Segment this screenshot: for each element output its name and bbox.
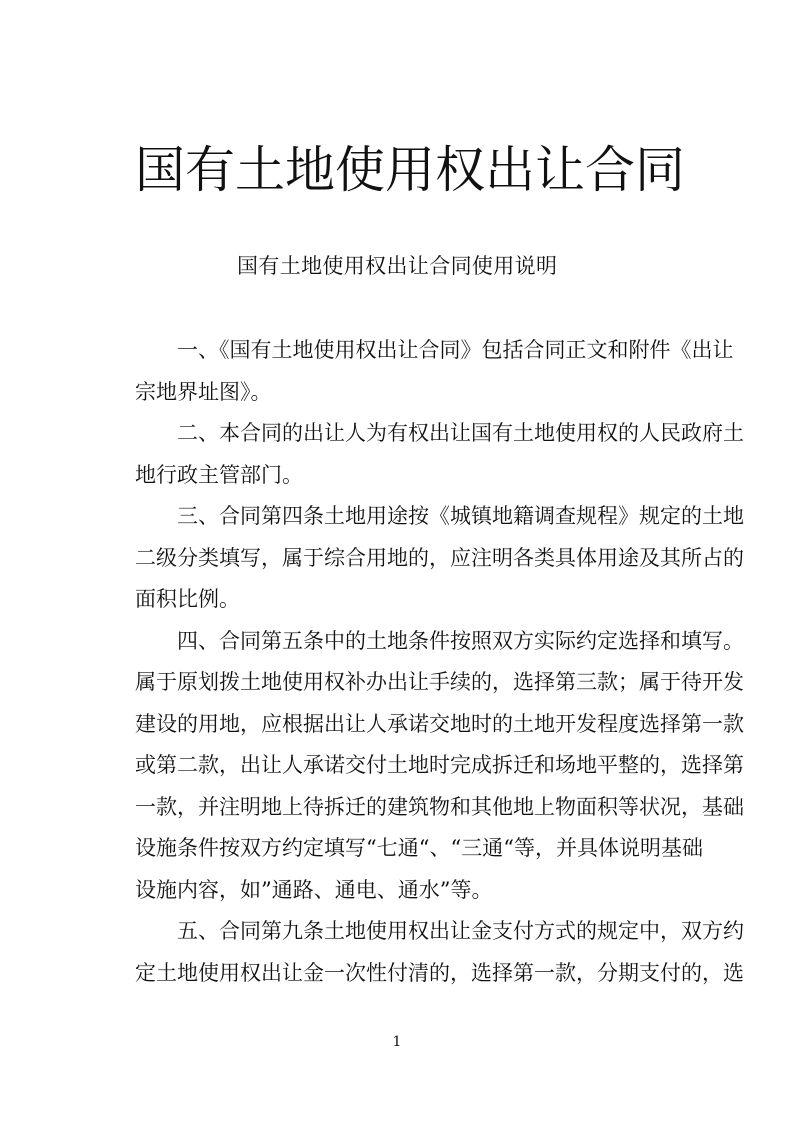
paragraph-line: 一款，并注明地上待拆迁的建筑物和其他地上物面积等状况，基础 [135, 794, 744, 819]
paragraph-3 [135, 498, 744, 623]
paragraph-line: 一、《国有土地使用权出让合同》包括合同正文和附件《出让 [177, 338, 734, 362]
document-subtitle: 国有土地使用权出让合同使用说明 [237, 254, 557, 278]
paragraph-line: 定土地使用权出让金一次性付清的，选择第一款，分期支付的，选 [135, 960, 744, 985]
paragraph-1 [135, 332, 734, 415]
paragraph-line: 属于原划拨土地使用权补办出让手续的，选择第三款；属于待开发 [135, 670, 744, 694]
document-title: 国有土地使用权出让合同 [135, 141, 685, 199]
paragraph-line: 设施内容，如”通路、通电、通水”等。 [135, 877, 493, 902]
paragraph-5 [135, 913, 744, 996]
document-body [135, 332, 744, 996]
paragraph-line: 二、本合同的出让人为有权出让国有土地使用权的人民政府土 [177, 421, 744, 445]
paragraph-line: 面积比例。 [135, 587, 240, 611]
paragraph-line: 五、合同第九条土地使用权出让金支付方式的规定中，双方约 [177, 919, 744, 943]
paragraph-line: 建设的用地，应根据出让人承诺交地时的土地开发程度选择第一款 [135, 711, 744, 736]
paragraph-2 [135, 415, 744, 498]
paragraph-line: 地行政主管部门。 [135, 462, 303, 487]
paragraph-line: 二级分类填写，属于综合用地的，应注明各类具体用途及其所占的 [135, 545, 744, 570]
paragraph-line: 三、合同第四条土地用途按《城镇地籍调查规程》规定的土地 [177, 504, 744, 528]
paragraph-line: 或第二款，出让人承诺交付土地时完成拆迁和场地平整的，选择第 [135, 753, 744, 777]
page-number: 1 [392, 1034, 402, 1050]
paragraph-line: 设施条件按双方约定填写“七通“、“三通“等，并具体说明基础 [135, 836, 703, 860]
paragraph-4 [135, 623, 744, 914]
paragraph-line: 四、合同第五条中的土地条件按照双方实际约定选择和填写。 [177, 628, 744, 653]
paragraph-line: 宗地界址图》。 [135, 379, 272, 404]
